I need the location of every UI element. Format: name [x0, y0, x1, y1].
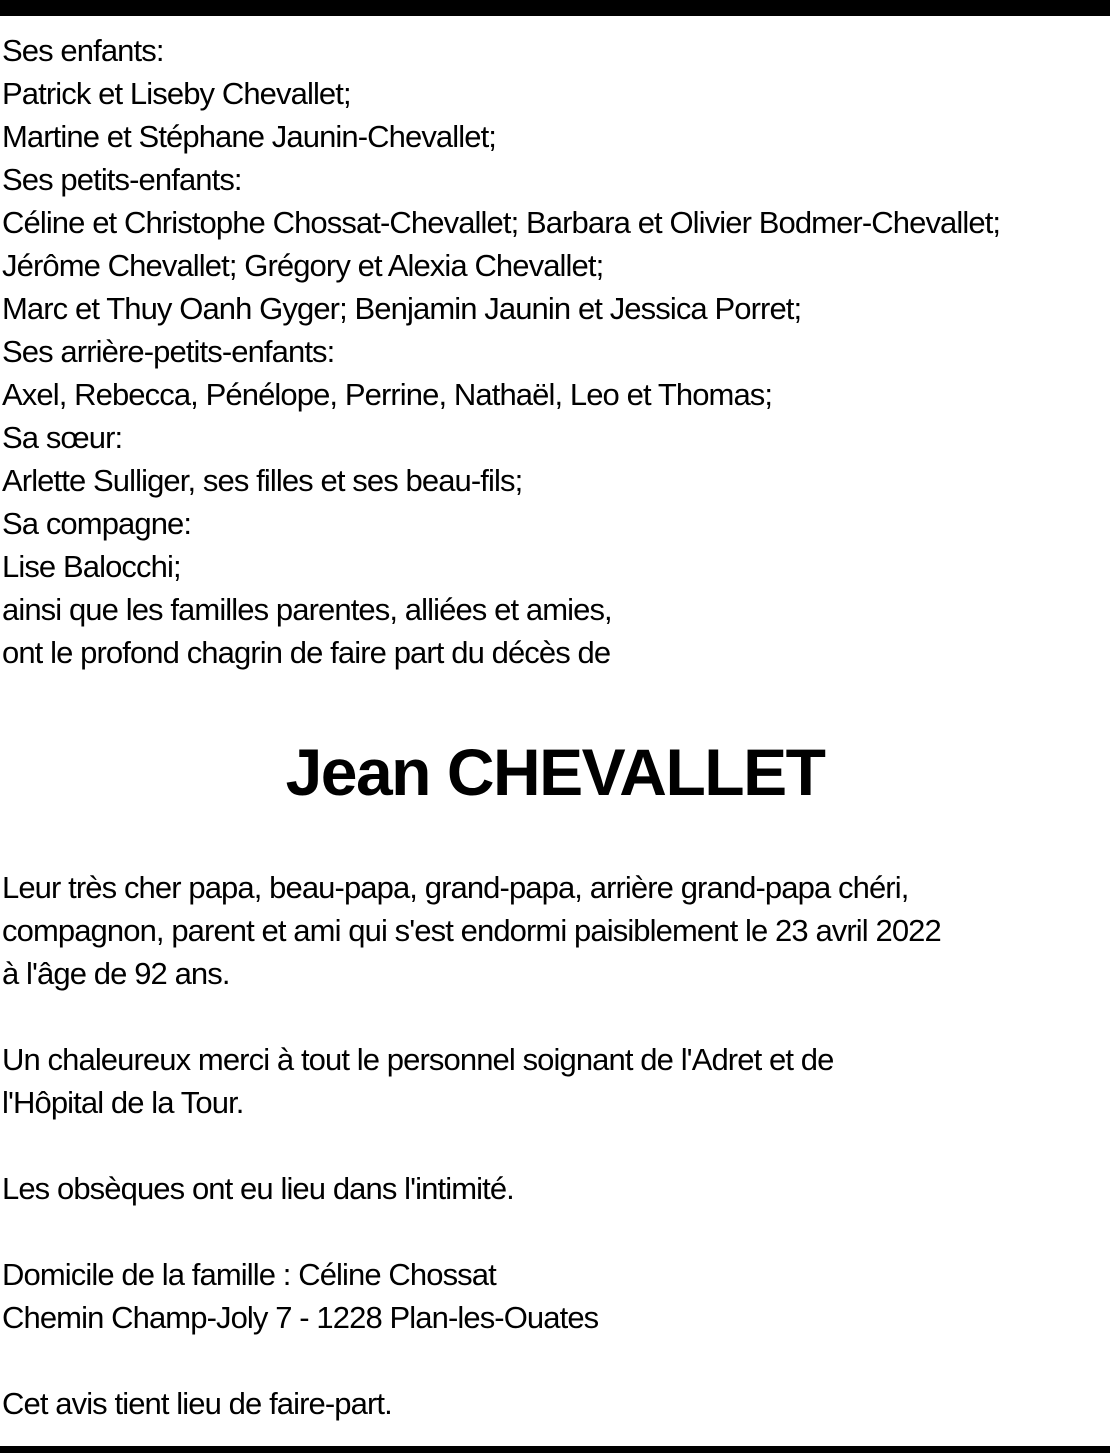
family-list [2, 29, 1000, 674]
funeral-line: Les obsèques ont eu lieu dans l'intimité. [2, 1171, 514, 1206]
family-line: Ses enfants: [2, 33, 164, 68]
funeral-paragraph [2, 1167, 514, 1210]
top-border-rule [0, 0, 1110, 16]
family-line: Céline et Christophe Chossat-Chevallet; Barbara et Olivier Bodmer-Chevallet; [2, 205, 1001, 240]
family-line: Sa compagne: [2, 506, 192, 541]
address-line: Chemin Champ-Joly 7 - 1228 Plan-les-Ouates [2, 1300, 599, 1335]
family-line: ont le profond chagrin de faire part du décès de [2, 635, 611, 670]
tribute-line: compagnon, parent et ami qui s'est endormi paisiblement le 23 avril 2022 [2, 913, 941, 948]
thanks-line: l'Hôpital de la Tour. [2, 1085, 244, 1120]
thanks-line: Un chaleureux merci à tout le personnel soignant de l'Adret et de [2, 1042, 834, 1077]
family-line: Arlette Sulliger, ses filles et ses beau-fils; [2, 463, 523, 498]
family-line: Jérôme Chevallet; Grégory et Alexia Chevallet; [2, 248, 604, 283]
notice-paragraph [2, 1382, 392, 1425]
family-line: Marc et Thuy Oanh Gyger; Benjamin Jaunin et Jessica Porret; [2, 291, 802, 326]
bottom-border-rule [0, 1446, 1110, 1453]
family-line: Lise Balocchi; [2, 549, 181, 584]
tribute-line: Leur très cher papa, beau-papa, grand-papa, arrière grand-papa chéri, [2, 870, 909, 905]
family-line: Ses arrière-petits-enfants: [2, 334, 335, 369]
family-line: Patrick et Liseby Chevallet; [2, 76, 351, 111]
family-line: Ses petits-enfants: [2, 162, 242, 197]
thanks-paragraph [2, 1038, 833, 1124]
family-line: Sa sœur: [2, 420, 123, 455]
family-address [2, 1253, 598, 1339]
family-line: ainsi que les familles parentes, alliées et amies, [2, 592, 612, 627]
tribute-line: à l'âge de 92 ans. [2, 956, 230, 991]
family-line: Axel, Rebecca, Pénélope, Perrine, Nathaël, Leo et Thomas; [2, 377, 773, 412]
deceased-name: Jean CHEVALLET [285, 735, 825, 809]
tribute-paragraph [2, 866, 941, 995]
address-line: Domicile de la famille : Céline Chossat [2, 1257, 496, 1292]
notice-line: Cet avis tient lieu de faire-part. [2, 1386, 392, 1421]
family-line: Martine et Stéphane Jaunin-Chevallet; [2, 119, 497, 154]
